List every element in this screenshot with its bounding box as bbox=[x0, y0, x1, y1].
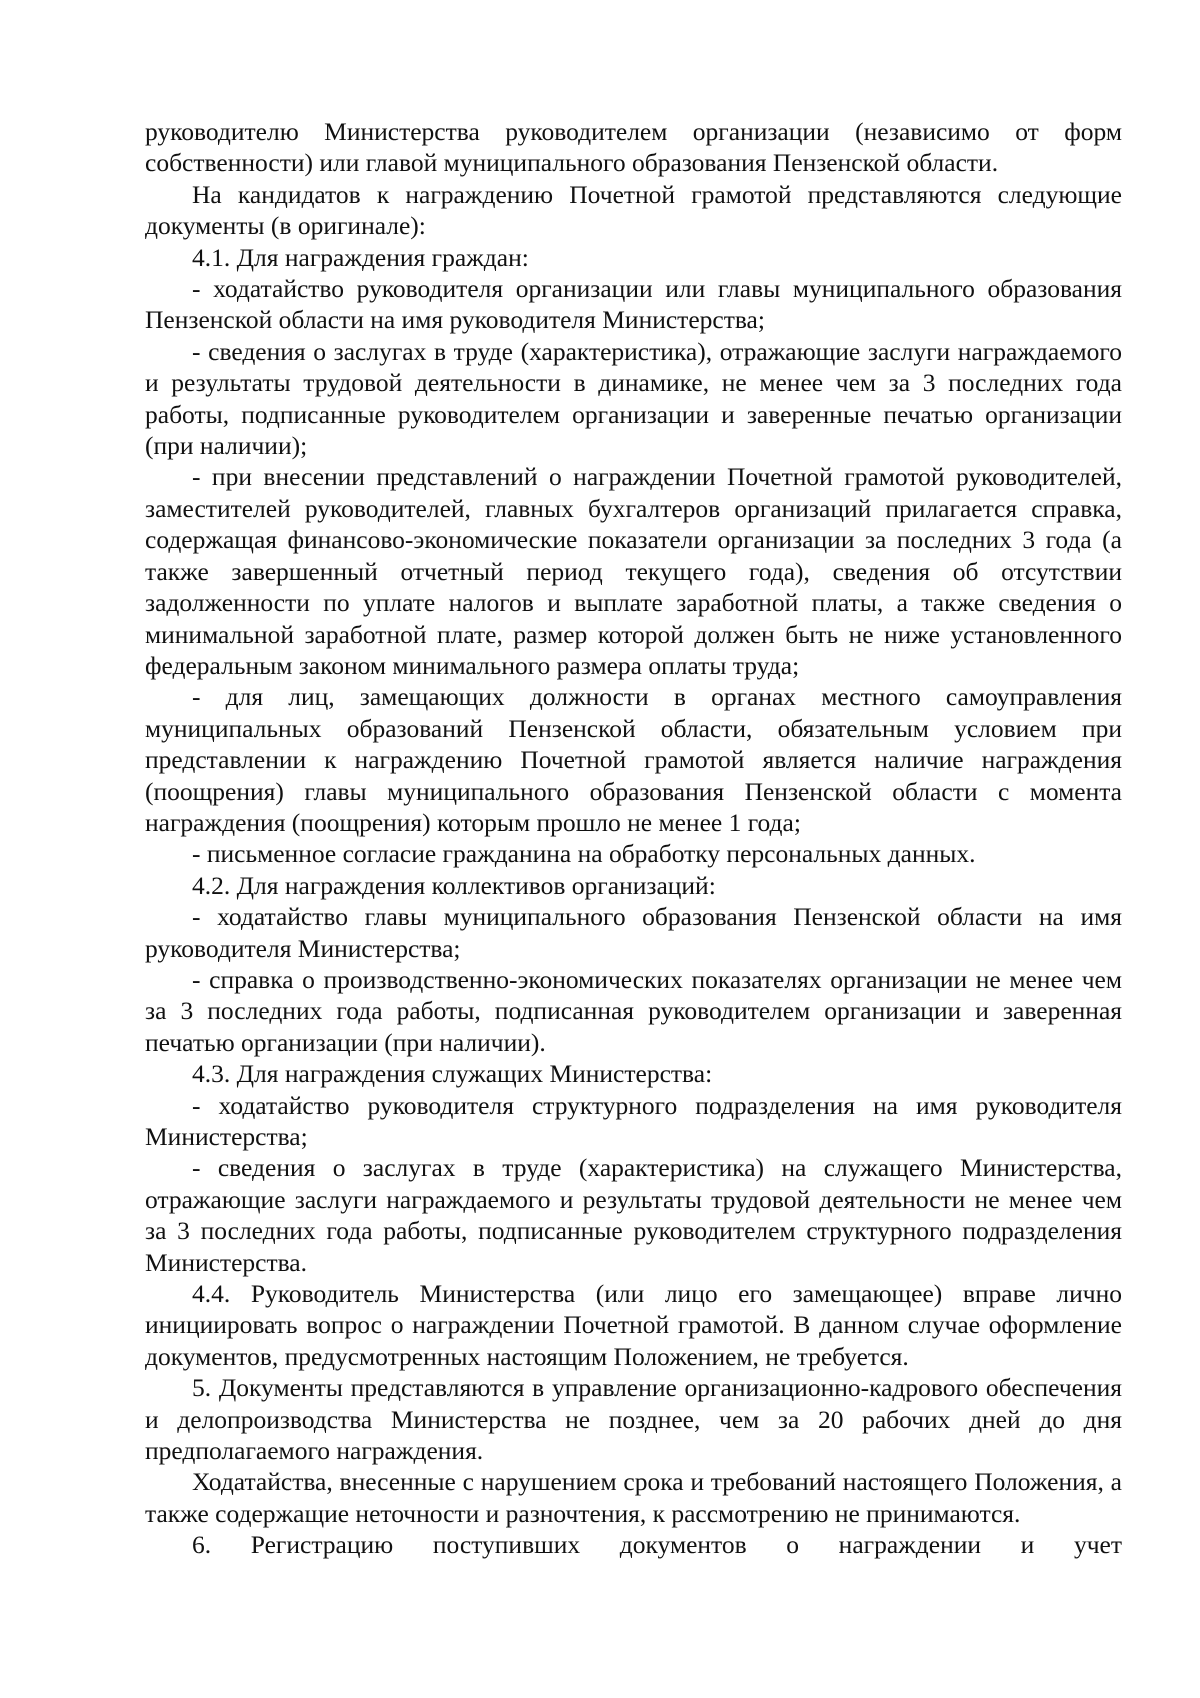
paragraph-4-3-item-petition: - ходатайство руководителя структурного подразделения на имя руководителя Министерства; bbox=[145, 1090, 1122, 1151]
paragraph-4-4: 4.4. Руководитель Министерства (или лицо его замещающее) вправе лично инициировать вопрос о награждении Почетной грамотой. В данном случае оформление документов, предусмотренных настоящим Положением, не требуется. bbox=[145, 1279, 1122, 1371]
paragraph-4-2-heading: 4.2. Для награждения коллективов организаций: bbox=[192, 870, 716, 900]
document-page bbox=[145, 116, 1122, 1561]
paragraph-4-3-item-merits: - сведения о заслугах в труде (характеристика) на служащего Министерства, отражающие заслуги награждаемого и результаты трудовой деятельности не менее чем за 3 последних года работы, подписанные руководителем структурного подразделения Министерства. bbox=[145, 1153, 1122, 1277]
paragraph-4-1-item-consent: - письменное согласие гражданина на обработку персональных данных. bbox=[192, 839, 976, 869]
paragraph-4-1-heading: 4.1. Для награждения граждан: bbox=[192, 242, 529, 272]
paragraph-4-1-item-managers: - при внесении представлений о награждении Почетной грамотой руководителей, заместителей руководителей, главных бухгалтеров организаций прилагается справка, содержащая финансово-экономические показатели организации за последних 3 года (а также завершенный отчетный период текущего года), сведения об отсутствии задолженности по уплате налогов и выплате заработной платы, а также сведения о минимальной заработной плате, размер которой должен быть не ниже установленного федеральным законом минимального размера оплаты труда; bbox=[145, 462, 1122, 680]
paragraph-4-2-item-certificate: - справка о производственно-экономических показателях организации не менее чем за 3 последних года работы, подписанная руководителем организации и заверенная печатью организации (при наличии). bbox=[145, 964, 1122, 1057]
paragraph-5: 5. Документы представляются в управление организационно-кадрового обеспечения и делопроизводства Министерства не позднее, чем за 20 рабочих дней до дня предполагаемого награждения. bbox=[145, 1373, 1122, 1466]
paragraph-4-1-item-local-government: - для лиц, замещающих должности в органах местного самоуправления муниципальных образований Пензенской области, обязательным условием при представлении к награждению Почетной грамотой является наличие награждения (поощрения) главы муниципального образования Пензенской области с момента награждения (поощрения) которым прошло не менее 1 года; bbox=[145, 682, 1122, 837]
paragraph-petitions-rejected: Ходатайства, внесенные с нарушением срока и требований настоящего Положения, а также содержащие неточности и разночтения, к рассмотрению не принимаются. bbox=[145, 1467, 1122, 1528]
paragraph-4-1-item-petition: - ходатайство руководителя организации или главы муниципального образования Пензенской области на имя руководителя Министерства; bbox=[145, 274, 1122, 335]
paragraph-4-1-item-merits: - сведения о заслугах в труде (характеристика), отражающие заслуги награждаемого и результаты трудовой деятельности в динамике, не менее чем за 3 последних года работы, подписанные руководителем организации и заверенные печатью организации (при наличии); bbox=[145, 336, 1122, 461]
paragraph-4-2-item-petition: - ходатайство главы муниципального образования Пензенской области на имя руководителя Министерства; bbox=[145, 902, 1122, 963]
paragraph-4-3-heading: 4.3. Для награждения служащих Министерства: bbox=[192, 1059, 713, 1089]
paragraph-continuation: руководителю Министерства руководителем организации (независимо от форм собственности) или главой муниципального образования Пензенской области. bbox=[145, 117, 1122, 178]
paragraph-documents-intro: На кандидатов к награждению Почетной грамотой представляются следующие документы (в оригинале): bbox=[145, 179, 1122, 241]
paragraph-6: 6. Регистрацию поступивших документов о награждении и учет bbox=[192, 1530, 1122, 1560]
